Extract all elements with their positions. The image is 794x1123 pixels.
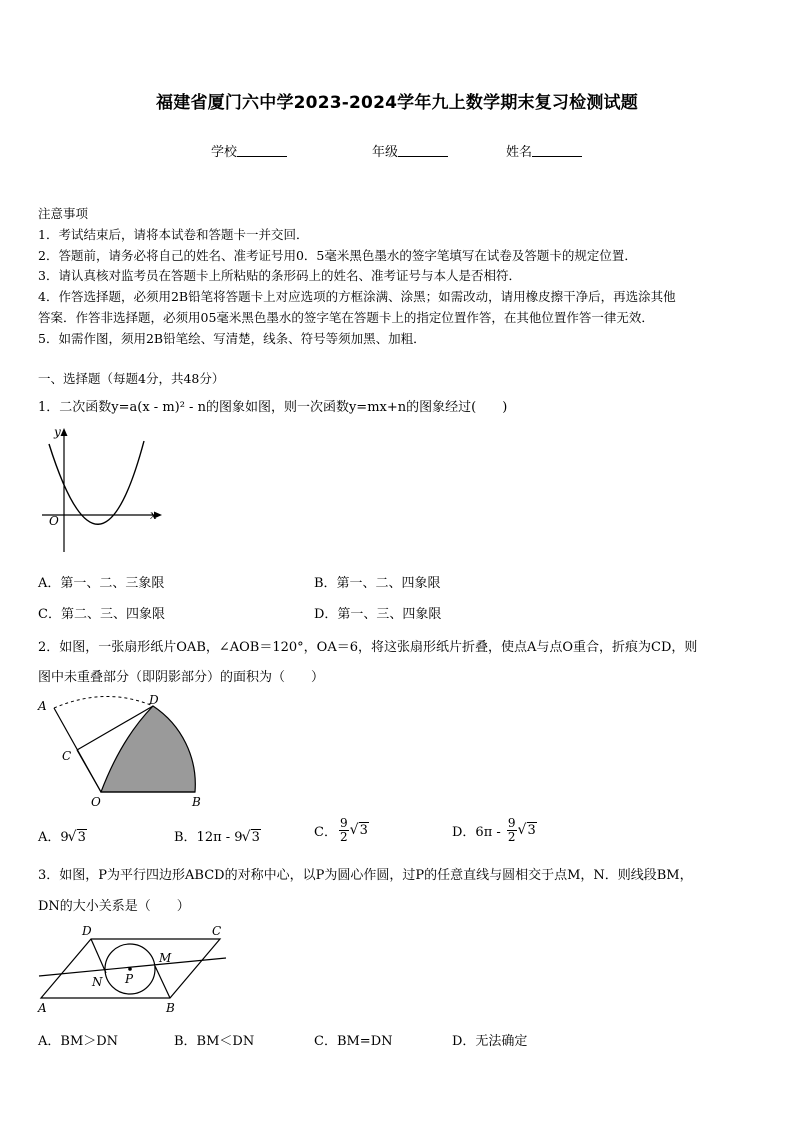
q1-figure — [38, 424, 168, 559]
sqrt-symbol — [69, 830, 87, 845]
q2-stem-line1: 2．如图，一张扇形纸片OAB，∠AOB＝120°，OA＝6，将这张扇形纸片折叠，使点A与点O重合，折痕为CD，则 — [38, 640, 698, 655]
q2-option-d-prefix: D．6π - — [452, 825, 505, 840]
name-blank — [532, 144, 582, 157]
grade-label: 年级 — [372, 145, 399, 160]
point-d-label: D — [149, 693, 159, 707]
school-label: 学校 — [211, 145, 238, 160]
q2-option-c-denominator: 2 — [339, 830, 348, 844]
q3-option-d: D．无法确定 — [452, 1034, 528, 1049]
q3-option-a: A．BM＞DN — [38, 1034, 119, 1049]
q1-option-a: A．第一、二、三象限 — [38, 576, 165, 591]
page-title: 福建省厦门六中学2023-2024学年九上数学期末复习检测试题 — [156, 93, 638, 113]
point-b-label: B — [192, 795, 201, 809]
section-title: 一、选择题（每题4分，共48分） — [38, 371, 225, 386]
segment-dn — [91, 939, 106, 973]
q2-option-d-radicand: 3 — [527, 823, 536, 838]
name-label: 姓名 — [506, 145, 533, 160]
q1-option-b: B．第一、二、四象限 — [314, 576, 441, 591]
q1-option-c: C．第二、三、四象限 — [38, 607, 165, 622]
point-o-label: O — [91, 795, 101, 809]
q2-option-c-radicand: 3 — [359, 823, 368, 838]
center-point-p — [128, 967, 132, 971]
name-field — [506, 141, 582, 160]
point-d-label: D — [82, 924, 92, 938]
q1-stem: 1．二次函数y=a(x - m)² - n的图象如图，则一次函数y=mx+n的图象经过( ) — [38, 400, 508, 415]
q2-option-c — [314, 817, 369, 844]
q3-figure — [36, 922, 236, 1020]
q2-option-c-numerator: 9 — [339, 816, 348, 830]
note-item: 3．请认真核对监考员在答题卡上所粘贴的条形码上的姓名、准考证号与本人是否相符． — [38, 268, 521, 283]
fraction — [339, 817, 349, 844]
point-p-label: P — [125, 972, 134, 986]
q2-option-c-prefix: C． — [314, 825, 337, 840]
q2-figure — [36, 694, 216, 814]
note-item: 2．答题前，请务必将自己的姓名、准考证号用0．5毫米黑色墨水的签字笔填写在试卷及答题卡的规定位置． — [38, 248, 637, 263]
dashed-arc — [54, 696, 153, 708]
note-item: 1．考试结束后，请将本试卷和答题卡一并交回． — [38, 227, 309, 242]
parabola-curve — [49, 441, 144, 524]
note-item: 答案．作答非选择题，必须用05毫米黑色墨水的签字笔在答题卡上的指定位置作答，在其他位置作答一律无效． — [38, 310, 654, 325]
shaded-region — [101, 706, 195, 792]
sqrt-symbol — [519, 823, 537, 838]
y-axis-label: y — [54, 425, 61, 439]
q2-option-a-radicand: 3 — [77, 830, 86, 845]
q2-option-b-radicand: 3 — [251, 830, 260, 845]
q2-option-b — [174, 826, 261, 845]
note-item: 5．如需作图，须用2B铅笔绘、写清楚，线条、符号等须加黑、加粗． — [38, 331, 426, 346]
grade-field — [372, 141, 448, 160]
q1-option-d: D．第一、三、四象限 — [314, 607, 442, 622]
grade-blank — [398, 144, 448, 157]
x-axis-label: x — [150, 508, 157, 522]
segment-co — [77, 750, 101, 792]
point-m-label: M — [159, 951, 172, 965]
point-c-label: C — [212, 924, 222, 938]
q2-option-b-prefix: B．12π - 9 — [174, 830, 243, 845]
point-c-label: C — [62, 749, 72, 763]
sqrt-symbol — [351, 823, 369, 838]
q3-stem-line1: 3．如图，P为平行四边形ABCD的对称中心，以P为圆心作圆，过P的任意直线与圆相交于点M，N．则线段BM， — [38, 868, 693, 883]
point-n-label: N — [92, 975, 103, 989]
school-blank — [237, 144, 287, 157]
y-axis-arrow — [61, 428, 68, 436]
q2-option-d — [452, 817, 537, 844]
note-item: 4．作答选择题，必须用2B铅笔将答题卡上对应选项的方框涂满、涂黑；如需改动，请用橡皮擦干净后，再选涂其他 — [38, 289, 676, 304]
point-a-label: A — [38, 699, 47, 713]
q2-stem-line2: 图中未重叠部分（即阴影部分）的面积为（ ） — [38, 670, 325, 685]
q2-option-a — [38, 826, 87, 845]
fraction — [507, 817, 517, 844]
school-field — [211, 141, 287, 160]
q2-option-d-denominator: 2 — [507, 830, 516, 844]
q3-stem-line2: DN的大小关系是（ ） — [38, 899, 190, 914]
origin-label: O — [49, 514, 59, 528]
q3-option-b: B．BM＜DN — [174, 1034, 255, 1049]
q2-option-d-numerator: 9 — [507, 816, 516, 830]
segment-bm — [155, 966, 170, 998]
sqrt-symbol — [243, 830, 261, 845]
point-a-label: A — [38, 1001, 47, 1015]
q3-option-c: C．BM=DN — [314, 1034, 393, 1049]
notes-heading: 注意事项 — [38, 206, 89, 221]
point-b-label: B — [166, 1001, 175, 1015]
q2-option-a-prefix: A．9 — [38, 830, 69, 845]
